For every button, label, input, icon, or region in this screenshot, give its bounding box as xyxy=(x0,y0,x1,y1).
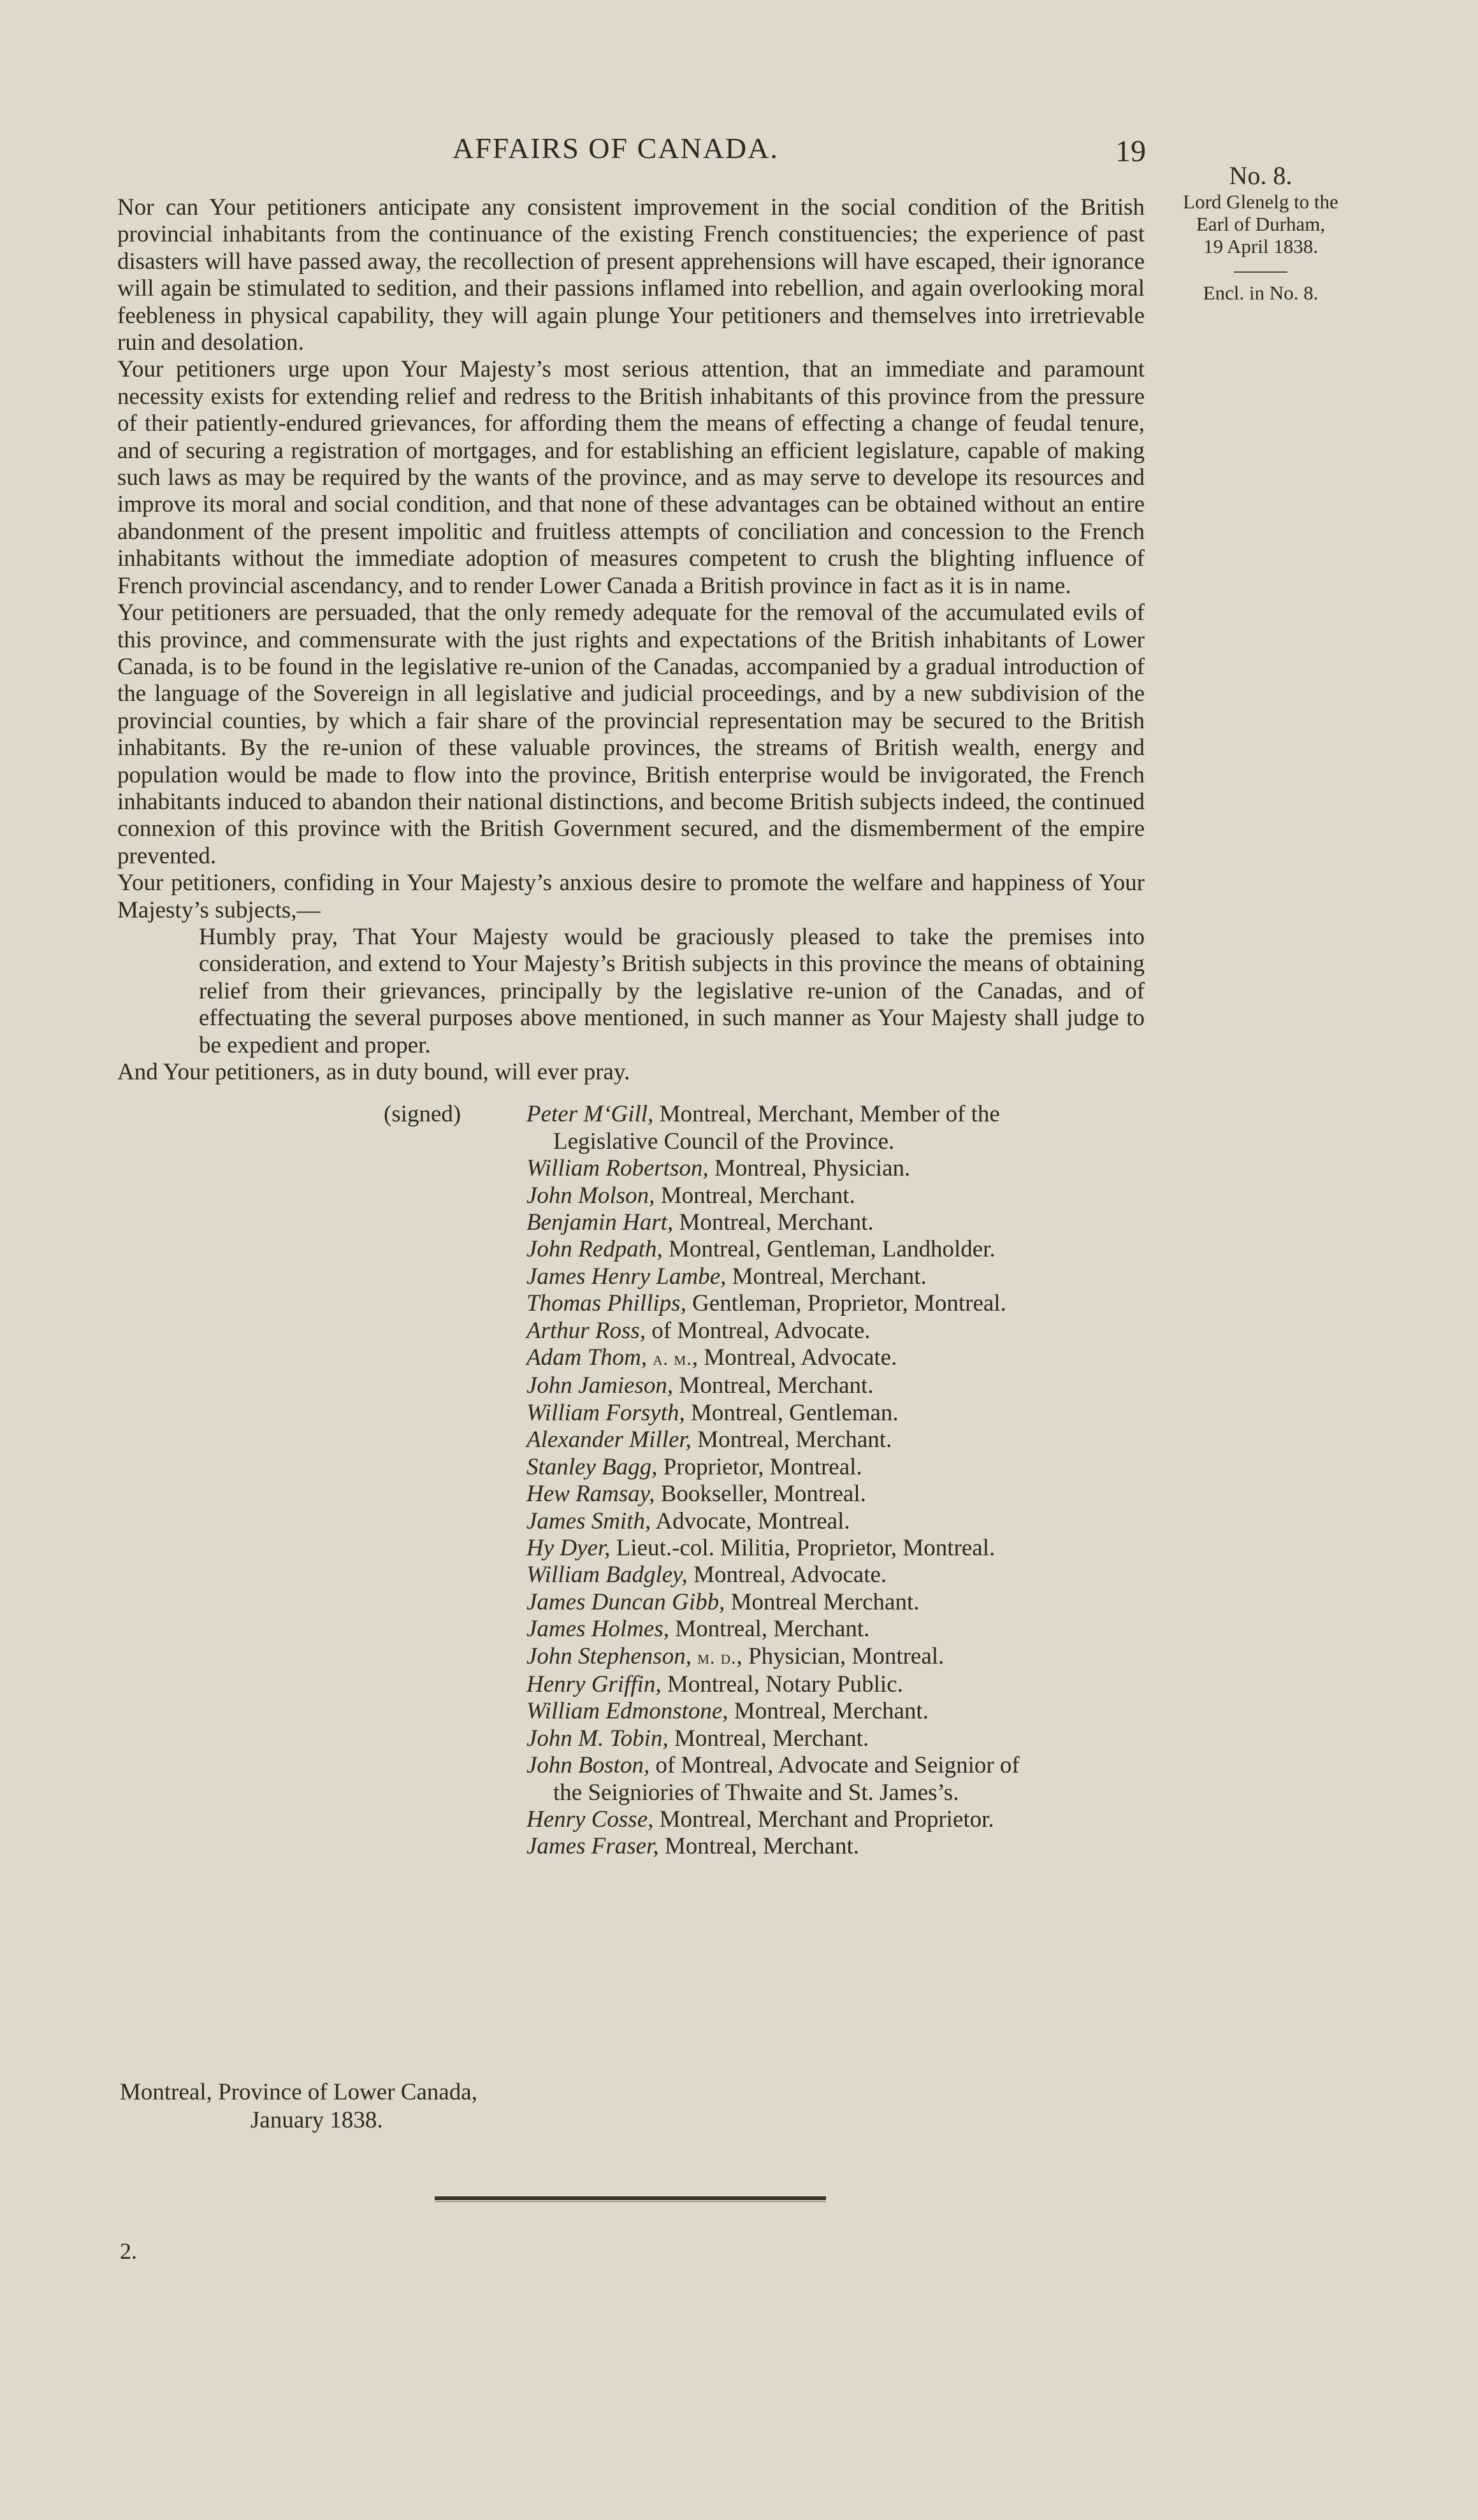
paragraph xyxy=(117,356,1145,600)
signer-entry xyxy=(526,1236,1145,1263)
signer-name: William Forsyth, xyxy=(526,1399,685,1426)
paragraph-text: Nor can Your petitioners anticipate any consistent improvement in the social condition of the British provincial inhabitants from the continuance of the existing French constituencies; the experience of past disasters will have passed away, the recollection of present apprehensions will have escaped, their ignorance will again be stimulated to sedition, and their passions inflamed into rebellion, and again overlooking moral feebleness in physical capability, they will again plunge Your petitioners and themselves into irretrievable ruin and desolation. xyxy=(117,194,1145,356)
signer-entry xyxy=(526,1372,1145,1399)
signer-description: Montreal, Gentleman, Landholder. xyxy=(662,1236,996,1263)
signer-entry xyxy=(526,1671,1145,1698)
signer-name: Thomas Phillips, xyxy=(526,1290,686,1317)
signer-name: Alexander Miller, xyxy=(526,1427,692,1453)
signer-entry xyxy=(526,1155,1145,1182)
signed-label: (signed) xyxy=(384,1101,461,1128)
signer-entry xyxy=(526,1589,1145,1616)
signer-entry xyxy=(526,1562,1145,1588)
margin-note-line: Lord Glenelg to the xyxy=(1183,191,1338,213)
signer-entry xyxy=(526,1427,1145,1453)
signer-description-continued: the Seigniories of Thwaite and St. James’s. xyxy=(553,1779,959,1806)
signer-entry xyxy=(526,1318,1145,1344)
signer-name: James Duncan Gibb, xyxy=(526,1588,725,1615)
signer-description: Montreal Merchant. xyxy=(725,1588,920,1615)
signer-description: Montreal, Gentleman. xyxy=(685,1399,899,1426)
place-and-date xyxy=(120,2078,477,2135)
signer-description: Montreal, Merchant. xyxy=(658,1833,859,1860)
signer-name: James Smith, xyxy=(526,1508,651,1534)
signer-name: John Boston, xyxy=(526,1752,650,1779)
margin-note-enclosure: Encl. in No. 8. xyxy=(1203,282,1319,304)
signer-name: Adam Thom, xyxy=(526,1344,648,1371)
signer-name: John M. Tobin, xyxy=(526,1725,669,1752)
signer-description: Lieut.-col. Militia, Proprietor, Montreal. xyxy=(610,1534,996,1561)
signer-entry xyxy=(526,1833,1145,1860)
signer-name: James Holmes, xyxy=(526,1616,670,1643)
signer-description: Gentleman, Proprietor, Montreal. xyxy=(686,1290,1006,1317)
signer-description: Montreal, Merchant and Proprietor. xyxy=(653,1806,994,1832)
signer-description: Proprietor, Montreal. xyxy=(657,1453,862,1480)
signer-name: John Molson, xyxy=(526,1182,655,1209)
signer-name: Hew Ramsay, xyxy=(526,1481,655,1508)
margin-note-divider xyxy=(1234,271,1287,273)
signer-name: Stanley Bagg, xyxy=(526,1453,658,1480)
signer-entry xyxy=(526,1806,1145,1833)
paragraph xyxy=(117,600,1145,870)
margin-notes xyxy=(1159,161,1363,304)
paragraph-text: Your petitioners, confiding in Your Majesty’s anxious desire to promote the welfare and happiness of Your Majesty’s subjects,— xyxy=(117,870,1145,923)
signer-description: Montreal, Merchant. xyxy=(728,1698,929,1725)
petition-prayer xyxy=(117,924,1145,1059)
signer-name: William Edmonstone, xyxy=(526,1698,728,1725)
signer-name: James Fraser, xyxy=(526,1833,659,1860)
main-text xyxy=(117,194,1145,1861)
page-title: AFFAIRS OF CANADA. xyxy=(453,132,779,164)
date: January 1838. xyxy=(250,2107,383,2133)
signer-description: Montreal, Merchant. xyxy=(668,1725,869,1752)
margin-note-line: 19 April 1838. xyxy=(1203,235,1318,257)
signer-entry xyxy=(526,1183,1145,1209)
petition-text: Humbly pray, That Your Majesty would be graciously pleased to take the premises into consideration, and extend to Your Majesty’s British subjects in this province the means of obtaining relief from their grievances, principally by the legislative re-union of the Canadas, and of effectuating the several purposes above mentioned, in such manner as Your Majesty shall judge to be expedient and proper. xyxy=(199,923,1145,1058)
signer-name: John Redpath, xyxy=(526,1236,663,1263)
signer-description: Montreal, Merchant. xyxy=(726,1263,927,1290)
signer-description: of Montreal, Advocate. xyxy=(646,1317,871,1344)
margin-note-number: No. 8. xyxy=(1229,161,1293,190)
signer-description: Montreal, Merchant. xyxy=(655,1182,855,1209)
signer-name: John Jamieson, xyxy=(526,1372,674,1399)
signer-description: Montreal, Advocate. xyxy=(687,1562,887,1588)
signer-name: Henry Griffin, xyxy=(526,1671,662,1697)
signer-entry xyxy=(526,1535,1145,1562)
closing-rule xyxy=(435,2196,826,2200)
signer-entry xyxy=(526,1209,1145,1236)
paragraph-text: Your petitioners are persuaded, that the only remedy adequate for the removal of the accumulated evils of this province, and commensurate with the just rights and expectations of the British inhabitants of Lower Canada, is to be found in the legislative re-union of the Canadas, accompanied by a gradual introduction of the language of the Sovereign in all legislative and judicial proceedings, and by a new subdivision of the provincial counties, by which a fair share of the provincial representation may be secured to the British inhabitants. By the re-union of these valuable provinces, the streams of British wealth, energy and population would be made to flow into the province, British enterprise would be invigorated, the French inhabitants induced to abandon their national distinctions, and become British subjects indeed, the continued connexion of this province with the British Government secured, and the dismemberment of the empire prevented. xyxy=(117,600,1145,869)
signer-entry xyxy=(526,1290,1145,1317)
signer-entry xyxy=(526,1454,1145,1481)
paragraph-text: Your petitioners urge upon Your Majesty’s most serious attention, that an immediate and paramount necessity exists for extending relief and redress to the British inhabitants of this province from the pressure of their patiently-endured grievances, for affording them the means of effecting a change of feudal tenure, and of securing a registration of mortgages, and for establishing an efficient legislature, capable of making such laws as may be required by the wants of the province, and as may serve to develope its resources and improve its moral and social condition, and that none of these advantages can be obtained without an entire abandonment of the present impolitic and fruitless attempts of conciliation and concession to the French inhabitants without the immediate adoption of measures competent to crush the blighting influence of French provincial ascendancy, and to render Lower Canada a British province in fact as it is in name. xyxy=(117,356,1145,599)
signer-description: Montreal, Merchant. xyxy=(669,1616,870,1643)
signer-name: James Henry Lambe, xyxy=(526,1263,727,1290)
signer-entry xyxy=(526,1481,1145,1508)
signer-name: Benjamin Hart, xyxy=(526,1209,674,1236)
signer-description: a. m., Montreal, Advocate. xyxy=(653,1344,897,1371)
signatures xyxy=(117,1101,1145,1860)
signer-name: John Stephenson, xyxy=(526,1643,692,1669)
signer-name: Peter M‘Gill, xyxy=(526,1101,654,1128)
signer-description: Montreal, Merchant. xyxy=(691,1427,892,1453)
signer-entry xyxy=(526,1508,1145,1535)
signer-name: William Badgley, xyxy=(526,1562,688,1588)
signer-entry xyxy=(526,1698,1145,1725)
signer-entry xyxy=(526,1616,1145,1643)
signer-entry xyxy=(526,1101,1145,1155)
signer-entry xyxy=(526,1400,1145,1427)
signer-description: of Montreal, Advocate and Seignior of xyxy=(649,1752,1020,1779)
signer-entry xyxy=(526,1344,1145,1372)
closing-line: And Your petitioners, as in duty bound, will ever pray. xyxy=(117,1059,630,1085)
margin-note-line: Earl of Durham, xyxy=(1196,213,1326,235)
paragraph xyxy=(117,870,1145,924)
signer-description: Montreal, Merchant. xyxy=(673,1209,874,1236)
signer-entry xyxy=(526,1725,1145,1752)
place: Montreal, Province of Lower Canada, xyxy=(120,2079,477,2105)
signer-name: Hy Dyer, xyxy=(526,1534,611,1561)
signer-name: Arthur Ross, xyxy=(526,1317,646,1344)
printer-signature-mark: 2. xyxy=(120,2238,137,2264)
signer-name: Henry Cosse, xyxy=(526,1806,654,1832)
signer-description-continued: Legislative Council of the Province. xyxy=(553,1128,895,1155)
signer-entry xyxy=(526,1752,1145,1806)
signer-entry xyxy=(526,1643,1145,1671)
signer-description: Montreal, Merchant, Member of the xyxy=(653,1101,1000,1128)
paragraph xyxy=(117,194,1145,356)
page-number: 19 xyxy=(1115,134,1146,168)
signer-description: Advocate, Montreal. xyxy=(651,1508,850,1534)
signer-description: Montreal, Physician. xyxy=(708,1155,911,1182)
signer-list xyxy=(526,1101,1145,1860)
signer-description: Montreal, Notary Public. xyxy=(661,1671,903,1697)
signer-description: Montreal, Merchant. xyxy=(673,1372,874,1399)
signer-description: Bookseller, Montreal. xyxy=(655,1481,866,1508)
signer-name: William Robertson, xyxy=(526,1155,709,1182)
signer-entry xyxy=(526,1264,1145,1290)
signer-description: m. d., Physician, Montreal. xyxy=(697,1643,945,1669)
